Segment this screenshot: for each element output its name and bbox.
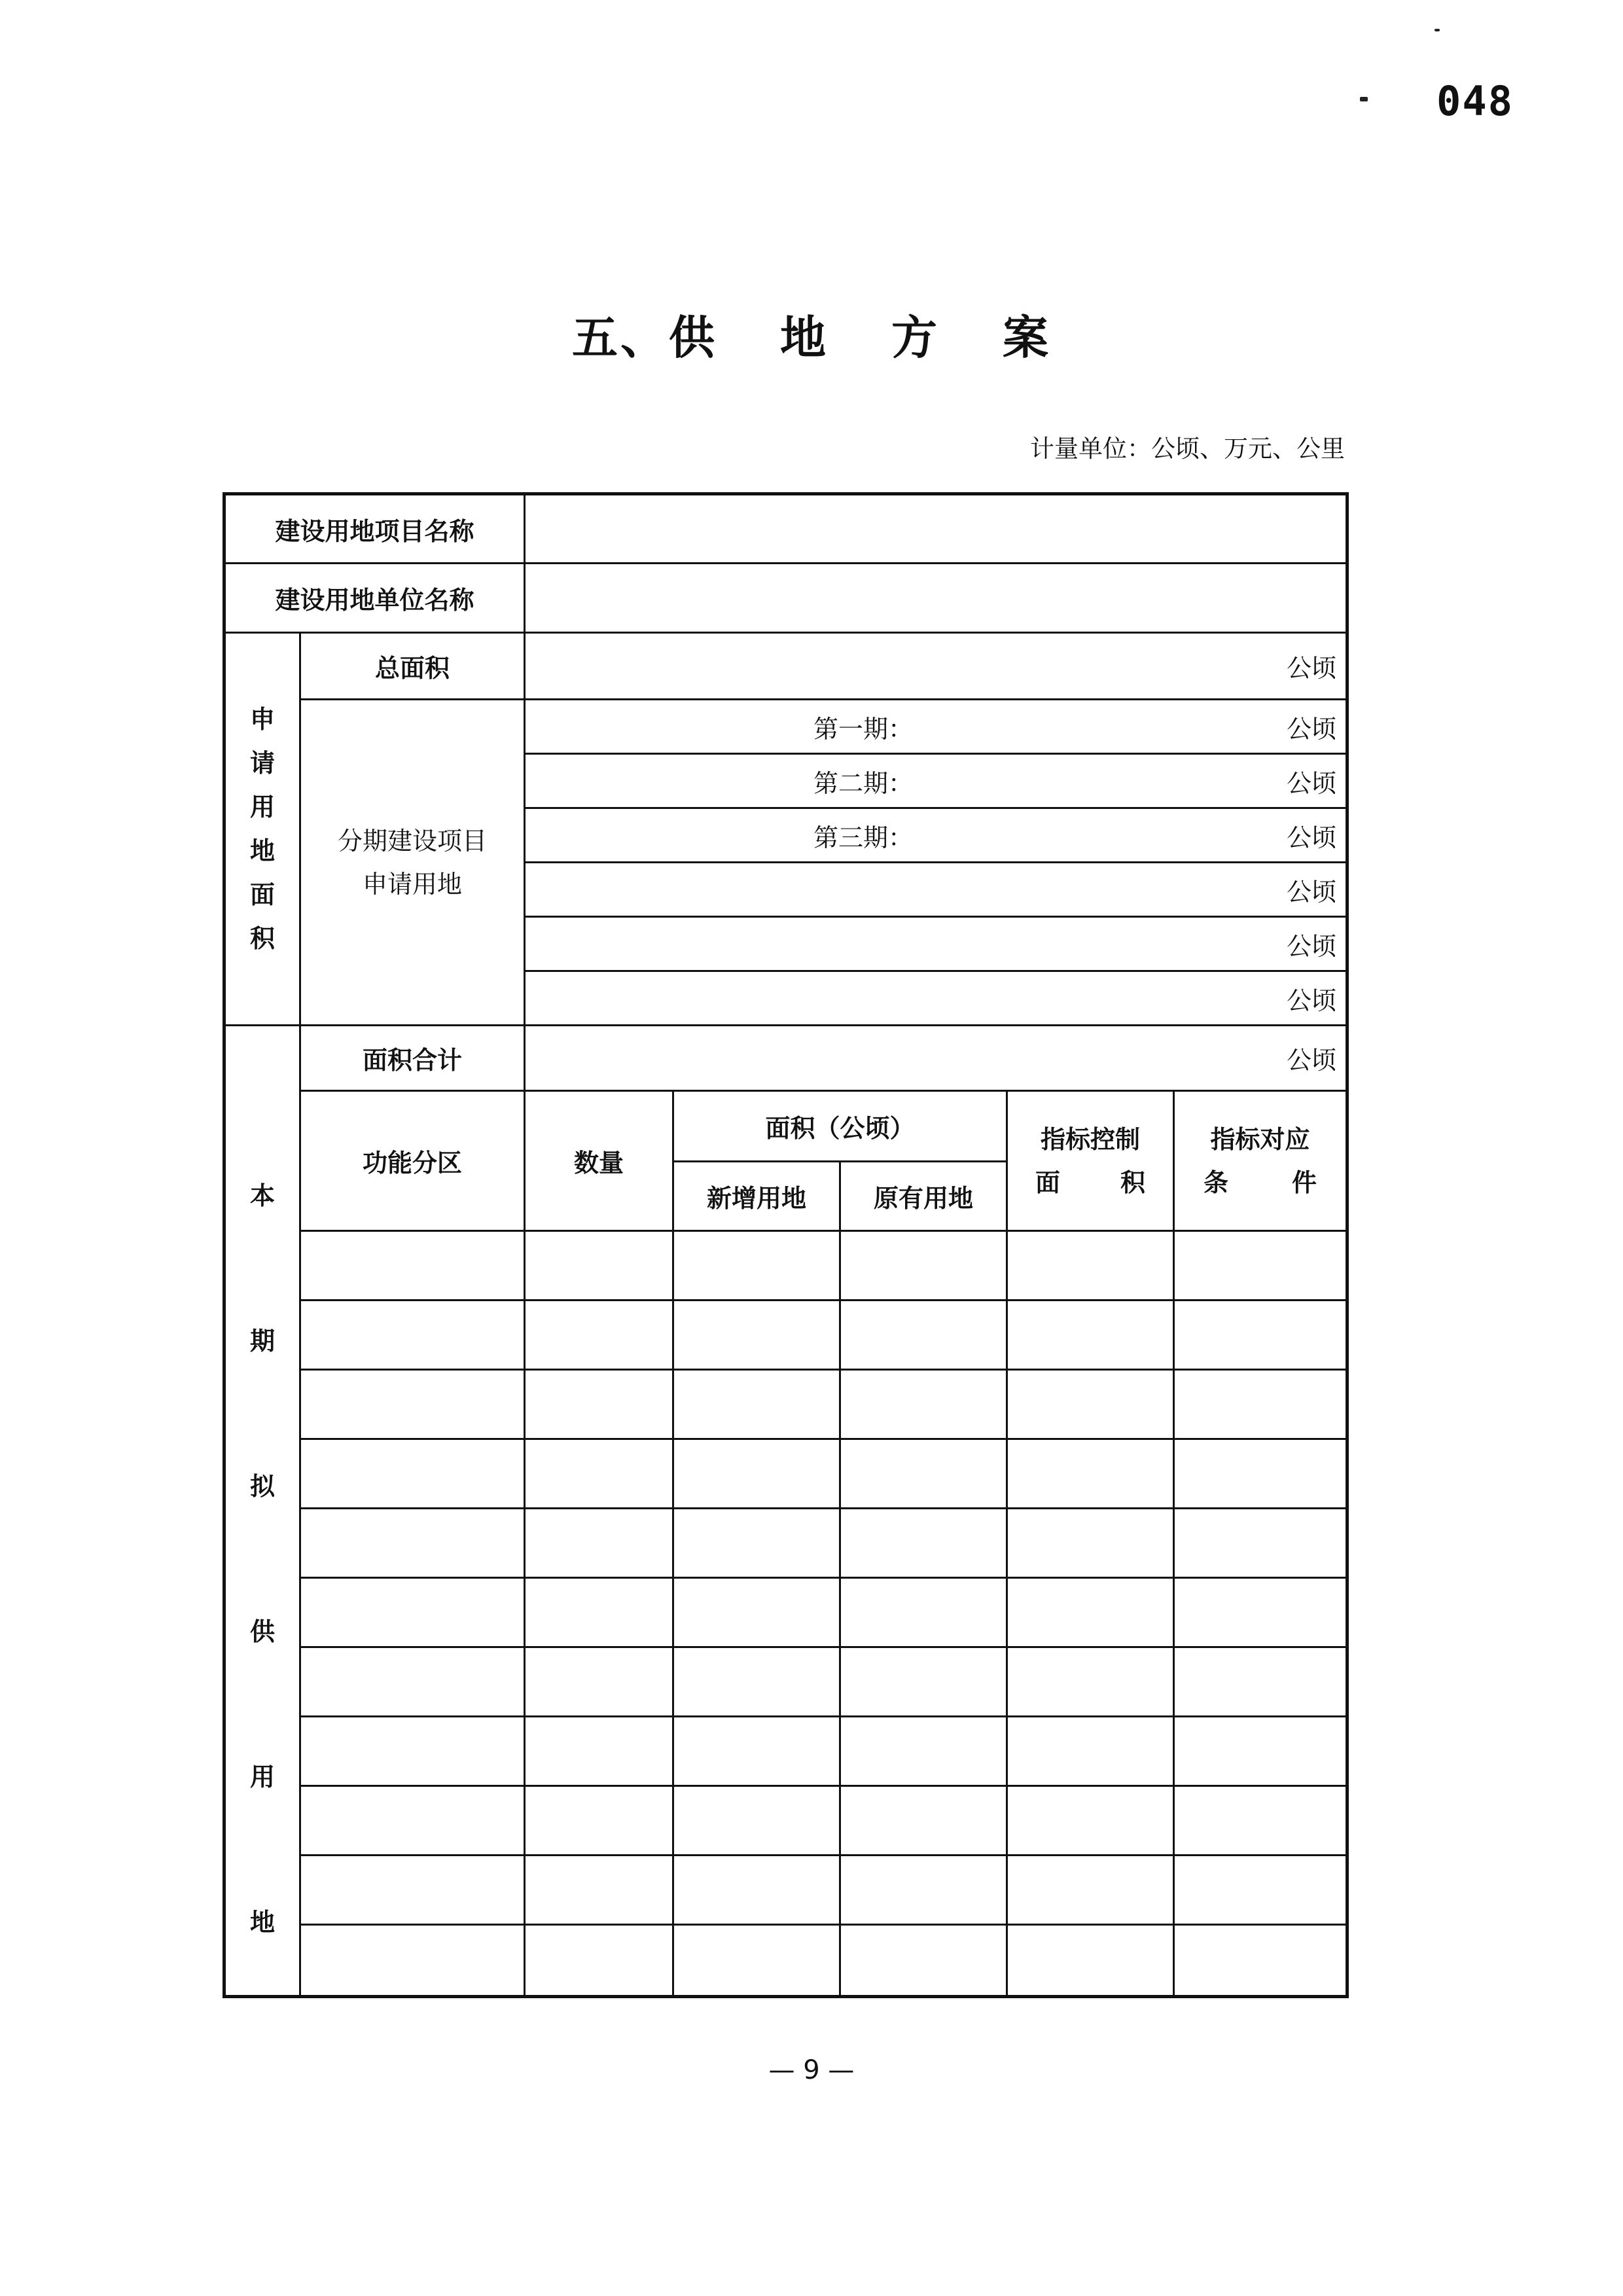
cell-new-land[interactable]	[673, 1231, 840, 1300]
title-char: 供	[669, 311, 717, 365]
cell-conditions[interactable]	[1174, 1578, 1347, 1647]
cell-control-area[interactable]	[1007, 1439, 1174, 1509]
cell-conditions[interactable]	[1174, 1370, 1347, 1439]
cell-conditions[interactable]	[1174, 1647, 1347, 1717]
cell-existing-land[interactable]	[840, 1578, 1007, 1647]
cell-existing-land[interactable]	[840, 1509, 1007, 1578]
table-row	[224, 1370, 1347, 1439]
col-new-land: 新增用地	[673, 1162, 840, 1231]
cell-existing-land[interactable]	[840, 1231, 1007, 1300]
page-title	[0, 301, 1623, 367]
col-area-group: 面积（公顷）	[673, 1091, 1007, 1162]
cell-new-land[interactable]	[673, 1300, 840, 1370]
phase-row[interactable]: 第二期： 公顷	[525, 754, 1347, 808]
phase-row[interactable]: 第三期： 公顷	[525, 808, 1347, 863]
unit-name-label: 建设用地单位名称	[224, 564, 525, 633]
table-row	[224, 1578, 1347, 1647]
cell-existing-land[interactable]	[840, 1647, 1007, 1717]
cell-new-land[interactable]	[673, 1578, 840, 1647]
table-row	[224, 1439, 1347, 1509]
cell-zone[interactable]	[300, 1231, 525, 1300]
cell-new-land[interactable]	[673, 1509, 840, 1578]
apply-area-section-label: 申 请 用 地 面 积	[224, 633, 300, 1026]
phase-row[interactable]: 公顷	[525, 917, 1347, 971]
total-area-field[interactable]: 公顷	[525, 633, 1347, 700]
cell-zone[interactable]	[300, 1509, 525, 1578]
project-name-field[interactable]	[525, 494, 1347, 564]
table-row	[224, 1856, 1347, 1925]
cell-existing-land[interactable]	[840, 1856, 1007, 1925]
cell-conditions[interactable]	[1174, 1856, 1347, 1925]
cell-control-area[interactable]	[1007, 1578, 1174, 1647]
cell-existing-land[interactable]	[840, 1370, 1007, 1439]
cell-quantity[interactable]	[525, 1439, 673, 1509]
table-row	[224, 1509, 1347, 1578]
unit-name-field[interactable]	[525, 564, 1347, 633]
area-total-label: 面积合计	[300, 1026, 525, 1091]
scan-speck	[1360, 97, 1368, 101]
units-note: 计量单位：公顷、万元、公里	[1030, 435, 1345, 463]
col-conditions: 指标对应 条 件	[1174, 1091, 1347, 1231]
page-footer: — 9 —	[768, 2055, 855, 2085]
cell-existing-land[interactable]	[840, 1439, 1007, 1509]
cell-quantity[interactable]	[525, 1300, 673, 1370]
cell-conditions[interactable]	[1174, 1231, 1347, 1300]
current-supply-section-label: 本 期 拟 供 用 地	[224, 1026, 300, 1997]
cell-conditions[interactable]	[1174, 1300, 1347, 1370]
cell-new-land[interactable]	[673, 1717, 840, 1786]
area-total-field[interactable]: 公顷	[525, 1026, 1347, 1091]
cell-zone[interactable]	[300, 1578, 525, 1647]
col-quantity: 数量	[525, 1091, 673, 1231]
total-area-label: 总面积	[300, 633, 525, 700]
cell-new-land[interactable]	[673, 1370, 840, 1439]
table-row	[224, 1717, 1347, 1786]
cell-zone[interactable]	[300, 1717, 525, 1786]
cell-control-area[interactable]	[1007, 1300, 1174, 1370]
col-zone: 功能分区	[300, 1091, 525, 1231]
cell-control-area[interactable]	[1007, 1925, 1174, 1997]
col-control-area: 指标控制 面 积	[1007, 1091, 1174, 1231]
phase-row[interactable]: 第一期： 公顷	[525, 700, 1347, 754]
title-prefix: 五、	[572, 311, 669, 365]
table-row	[224, 1231, 1347, 1300]
cell-control-area[interactable]	[1007, 1509, 1174, 1578]
phased-project-label: 分期建设项目 申请用地	[300, 700, 525, 1026]
cell-existing-land[interactable]	[840, 1925, 1007, 1997]
archive-number: 048	[1436, 77, 1514, 125]
cell-zone[interactable]	[300, 1786, 525, 1856]
cell-zone[interactable]	[300, 1856, 525, 1925]
cell-control-area[interactable]	[1007, 1647, 1174, 1717]
cell-new-land[interactable]	[673, 1856, 840, 1925]
cell-quantity[interactable]	[525, 1925, 673, 1997]
phase-row[interactable]: 公顷	[525, 971, 1347, 1026]
cell-conditions[interactable]	[1174, 1925, 1347, 1997]
table-row	[224, 1786, 1347, 1856]
cell-quantity[interactable]	[525, 1856, 673, 1925]
cell-control-area[interactable]	[1007, 1856, 1174, 1925]
col-existing-land: 原有用地	[840, 1162, 1007, 1231]
table-row	[224, 1925, 1347, 1997]
cell-control-area[interactable]	[1007, 1231, 1174, 1300]
cell-zone[interactable]	[300, 1300, 525, 1370]
cell-existing-land[interactable]	[840, 1717, 1007, 1786]
cell-quantity[interactable]	[525, 1717, 673, 1786]
cell-quantity[interactable]	[525, 1231, 673, 1300]
title-char: 案	[1003, 311, 1051, 365]
cell-quantity[interactable]	[525, 1578, 673, 1647]
cell-quantity[interactable]	[525, 1786, 673, 1856]
cell-quantity[interactable]	[525, 1647, 673, 1717]
scan-speck	[1435, 29, 1440, 31]
cell-new-land[interactable]	[673, 1925, 840, 1997]
cell-zone[interactable]	[300, 1647, 525, 1717]
cell-existing-land[interactable]	[840, 1300, 1007, 1370]
cell-zone[interactable]	[300, 1370, 525, 1439]
table-row	[224, 1300, 1347, 1370]
cell-new-land[interactable]	[673, 1439, 840, 1509]
cell-zone[interactable]	[300, 1925, 525, 1997]
cell-conditions[interactable]	[1174, 1717, 1347, 1786]
cell-conditions[interactable]	[1174, 1786, 1347, 1856]
cell-control-area[interactable]	[1007, 1717, 1174, 1786]
title-char: 方	[891, 311, 940, 365]
cell-quantity[interactable]	[525, 1509, 673, 1578]
cell-quantity[interactable]	[525, 1370, 673, 1439]
cell-new-land[interactable]	[673, 1647, 840, 1717]
cell-existing-land[interactable]	[840, 1786, 1007, 1856]
cell-new-land[interactable]	[673, 1786, 840, 1856]
land-supply-form	[223, 492, 1349, 1998]
cell-conditions[interactable]	[1174, 1439, 1347, 1509]
cell-control-area[interactable]	[1007, 1370, 1174, 1439]
cell-zone[interactable]	[300, 1439, 525, 1509]
project-name-label: 建设用地项目名称	[224, 494, 525, 564]
cell-control-area[interactable]	[1007, 1786, 1174, 1856]
phase-row[interactable]: 公顷	[525, 863, 1347, 917]
cell-conditions[interactable]	[1174, 1509, 1347, 1578]
table-row	[224, 1647, 1347, 1717]
title-char: 地	[780, 311, 829, 365]
